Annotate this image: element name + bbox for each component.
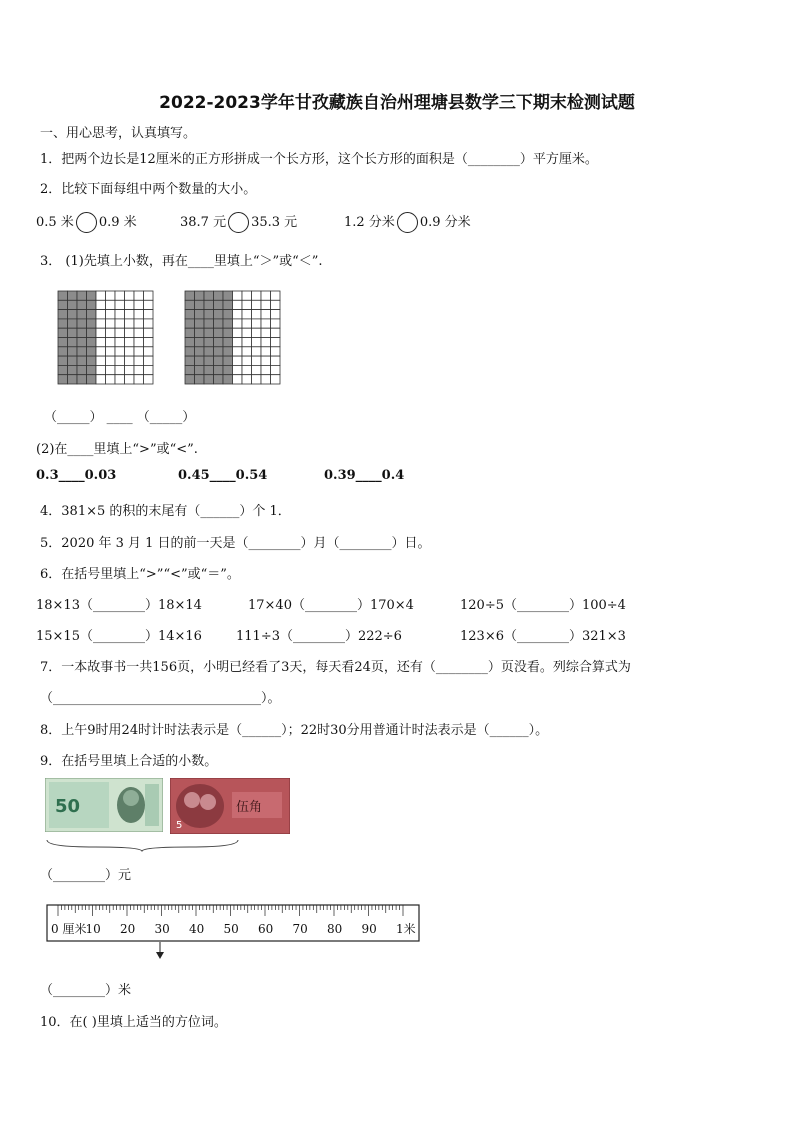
grid-cell xyxy=(195,356,205,365)
grid-cell xyxy=(242,319,252,328)
grid-cell xyxy=(58,319,68,328)
grid-cell xyxy=(134,319,144,328)
grid-cell xyxy=(68,310,78,319)
grid-cell xyxy=(125,347,135,356)
grid-cell xyxy=(96,347,106,356)
grid-cell xyxy=(195,365,205,374)
grid-cell xyxy=(106,338,116,347)
grid-cell xyxy=(185,300,195,309)
grid-cell xyxy=(58,300,68,309)
grid-cell xyxy=(115,365,125,374)
grid-cell xyxy=(271,328,281,337)
grid-cell xyxy=(87,319,97,328)
grid-cell xyxy=(58,338,68,347)
grid-cell xyxy=(185,356,195,365)
grid-cell xyxy=(58,347,68,356)
grid-cell xyxy=(214,291,224,300)
grid-cell xyxy=(115,310,125,319)
grid-cell xyxy=(87,291,97,300)
grid-cell xyxy=(125,291,135,300)
grid-cell xyxy=(223,338,233,347)
grid-cell xyxy=(242,300,252,309)
grid-cell xyxy=(106,328,116,337)
grid-cell xyxy=(106,365,116,374)
grid-cell xyxy=(115,347,125,356)
arrow-down-icon xyxy=(156,952,164,959)
grid-cell xyxy=(242,328,252,337)
q6-r2-c1: 15×15（________）14×16 xyxy=(36,629,202,644)
grid-cell xyxy=(233,300,243,309)
grid-cell xyxy=(134,347,144,356)
grid-cell xyxy=(144,291,154,300)
grid-cell xyxy=(214,347,224,356)
grid-cell xyxy=(134,365,144,374)
grid-cell xyxy=(96,291,106,300)
grid-cell xyxy=(96,319,106,328)
grid-cell xyxy=(233,338,243,347)
grid-cell xyxy=(106,300,116,309)
ruler-label: 40 xyxy=(189,922,205,936)
grid-cell xyxy=(134,375,144,384)
grid-cell xyxy=(223,347,233,356)
grid-cell xyxy=(125,365,135,374)
grid-cell xyxy=(252,328,262,337)
question-7: 7．一本故事书一共156页，小明已经看了3天，每天看24页，还有（________）页没看。列综合算式为 xyxy=(40,660,631,675)
q2-item-3 xyxy=(344,211,471,233)
grid-cell xyxy=(115,375,125,384)
grid-cell xyxy=(96,328,106,337)
ruler-label: 30 xyxy=(154,922,170,936)
grid-cell xyxy=(233,310,243,319)
grid-cell xyxy=(58,291,68,300)
question-3: 3． (1)先填上小数，再在____里填上“＞”或“＜”. xyxy=(40,254,323,269)
grid-cell xyxy=(223,310,233,319)
grid-cell xyxy=(204,300,214,309)
grid-cell xyxy=(96,375,106,384)
grid-cell xyxy=(233,375,243,384)
grid-cell xyxy=(233,365,243,374)
grid-cell xyxy=(271,375,281,384)
grid-cell xyxy=(271,365,281,374)
grid-cell xyxy=(106,356,116,365)
q6-r2-c2: 111÷3（________）222÷6 xyxy=(236,629,402,644)
grid-cell xyxy=(242,310,252,319)
grid-cell xyxy=(242,375,252,384)
q2-item-1-right: 0.9 米 xyxy=(98,215,137,230)
q9-blank-meter: （________）米 xyxy=(40,983,132,998)
grid-cell xyxy=(144,347,154,356)
grid-cell xyxy=(87,300,97,309)
grid-cell xyxy=(185,319,195,328)
grid-cell xyxy=(134,310,144,319)
grid-cell xyxy=(252,375,262,384)
question-8: 8．上午9时用24时计时法表示是（______）；22时30分用普通计时法表示是（______）。 xyxy=(40,723,549,738)
grid-cell xyxy=(87,338,97,347)
grid-cell xyxy=(271,356,281,365)
grid-cell xyxy=(125,319,135,328)
grid-cell xyxy=(106,375,116,384)
grid-cell xyxy=(252,365,262,374)
grid-cell xyxy=(77,319,87,328)
q2-item-2 xyxy=(180,211,297,233)
grid-cell xyxy=(58,328,68,337)
grid-cell xyxy=(185,338,195,347)
grid-cell xyxy=(68,375,78,384)
grid-cell xyxy=(106,291,116,300)
grid-cell xyxy=(77,310,87,319)
grid-cell xyxy=(233,356,243,365)
ruler-label: 70 xyxy=(292,922,308,936)
grid-cell xyxy=(204,365,214,374)
ruler-label: 50 xyxy=(223,922,239,936)
grid-cell xyxy=(77,338,87,347)
grid-cell xyxy=(68,328,78,337)
q2-item-3-left: 1.2 分米 xyxy=(344,215,395,230)
grid-cell xyxy=(261,319,271,328)
grid-cell xyxy=(144,300,154,309)
grid-cell xyxy=(185,328,195,337)
grid-cell xyxy=(223,291,233,300)
ruler-label: 60 xyxy=(258,922,274,936)
grid-cell xyxy=(195,375,205,384)
grid-cell xyxy=(77,365,87,374)
five-jiao-note xyxy=(170,778,290,834)
page-title: 2022-2023学年甘孜藏族自治州理塘县数学三下期末检测试题 xyxy=(159,93,635,113)
grid-cell xyxy=(223,300,233,309)
grid-cell xyxy=(96,300,106,309)
grid-cell xyxy=(77,328,87,337)
grid-cell xyxy=(144,310,154,319)
grid-cell xyxy=(68,300,78,309)
grid-cell xyxy=(87,356,97,365)
q6-r1-c3: 120÷5（________）100÷4 xyxy=(460,598,626,613)
grid-cell xyxy=(223,375,233,384)
grid-cell xyxy=(214,328,224,337)
grid-cell xyxy=(106,319,116,328)
q2-item-2-left: 38.7 元 xyxy=(180,215,227,230)
grid-cell xyxy=(252,319,262,328)
grid-cell xyxy=(195,338,205,347)
decimal-grid-2 xyxy=(184,290,281,385)
ruler-label: 80 xyxy=(327,922,343,936)
grid-cell xyxy=(223,328,233,337)
grid-cell xyxy=(134,338,144,347)
grid-cell xyxy=(58,356,68,365)
q6-r1-c2: 17×40（________）170×4 xyxy=(248,598,414,613)
grid-cell xyxy=(261,356,271,365)
grid-cell xyxy=(134,328,144,337)
grid-cell xyxy=(271,310,281,319)
grid-cell xyxy=(144,319,154,328)
grid-cell xyxy=(252,356,262,365)
grid-cell xyxy=(58,310,68,319)
grid-cell xyxy=(106,347,116,356)
question-6: 6．在括号里填上“>”“<”或“＝”。 xyxy=(40,567,240,582)
grid-cell xyxy=(77,300,87,309)
grid-cell xyxy=(58,375,68,384)
q3-part2-item-1: 0.3____0.03 xyxy=(36,468,117,483)
grid-cell xyxy=(96,338,106,347)
grid-cell xyxy=(96,356,106,365)
meter-ruler xyxy=(46,904,421,966)
grid-cell xyxy=(125,300,135,309)
grid-cell xyxy=(204,291,214,300)
section-heading: 一、用心思考，认真填写。 xyxy=(40,126,197,141)
grid-cell xyxy=(144,338,154,347)
grid-cell xyxy=(115,356,125,365)
grid-cell xyxy=(214,338,224,347)
grid-cell xyxy=(125,338,135,347)
grid-cell xyxy=(204,375,214,384)
compare-circle[interactable] xyxy=(397,212,418,233)
grid-cell xyxy=(134,291,144,300)
grid-cell xyxy=(68,291,78,300)
question-10: 10．在( )里填上适当的方位词。 xyxy=(40,1015,227,1030)
q3-blanks: （_____） ____ （_____） xyxy=(44,410,196,425)
compare-circle[interactable] xyxy=(76,212,97,233)
grid-cell xyxy=(204,310,214,319)
grid-cell xyxy=(96,365,106,374)
q6-r2-c3: 123×6（________）321×3 xyxy=(460,629,626,644)
grid-cell xyxy=(252,347,262,356)
grid-cell xyxy=(115,300,125,309)
ruler-label: 1米 xyxy=(396,922,416,936)
grid-cell xyxy=(252,300,262,309)
ruler-label: 90 xyxy=(361,922,377,936)
note1-value: 50 xyxy=(55,796,81,817)
q2-item-1-left: 0.5 米 xyxy=(36,215,74,230)
brace-icon xyxy=(45,838,240,852)
grid-cell xyxy=(233,291,243,300)
decimal-grid-1 xyxy=(57,290,154,385)
grid-cell xyxy=(261,338,271,347)
grid-cell xyxy=(68,347,78,356)
grid-cell xyxy=(144,365,154,374)
grid-cell xyxy=(185,365,195,374)
grid-cell xyxy=(242,347,252,356)
grid-cell xyxy=(271,319,281,328)
grid-cell xyxy=(242,338,252,347)
fifty-yuan-note xyxy=(45,778,163,832)
grid-cell xyxy=(214,365,224,374)
question-5: 5．2020 年 3 月 1 日的前一天是（________）月（________）日。 xyxy=(40,536,431,551)
grid-cell xyxy=(195,319,205,328)
grid-cell xyxy=(261,291,271,300)
grid-cell xyxy=(261,365,271,374)
grid-cell xyxy=(252,291,262,300)
grid-cell xyxy=(242,291,252,300)
grid-cell xyxy=(204,328,214,337)
grid-cell xyxy=(261,375,271,384)
grid-cell xyxy=(77,347,87,356)
question-7-line2: （________________________________）。 xyxy=(40,691,281,706)
question-4: 4．381×5 的积的末尾有（______）个 1． xyxy=(40,504,291,519)
q3-part2-item-3: 0.39____0.4 xyxy=(324,468,405,483)
grid-cell xyxy=(252,310,262,319)
grid-cell xyxy=(87,328,97,337)
grid-cell xyxy=(185,291,195,300)
grid-cell xyxy=(261,347,271,356)
question-9: 9．在括号里填上合适的小数。 xyxy=(40,754,218,769)
grid-cell xyxy=(204,338,214,347)
grid-cell xyxy=(195,291,205,300)
grid-cell xyxy=(77,291,87,300)
grid-cell xyxy=(223,319,233,328)
grid-cell xyxy=(204,347,214,356)
grid-cell xyxy=(233,347,243,356)
grid-cell xyxy=(68,365,78,374)
grid-cell xyxy=(204,319,214,328)
grid-cell xyxy=(204,356,214,365)
ruler-label: 20 xyxy=(120,922,136,936)
grid-cell xyxy=(144,375,154,384)
note2-value: 5 xyxy=(176,820,183,831)
grid-cell xyxy=(144,356,154,365)
question-2: 2．比较下面每组中两个数量的大小。 xyxy=(40,182,257,197)
grid-cell xyxy=(271,300,281,309)
grid-cell xyxy=(134,300,144,309)
grid-cell xyxy=(214,356,224,365)
question-1: 1．把两个边长是12厘米的正方形拼成一个长方形，这个长方形的面积是（________）平方厘米。 xyxy=(40,152,598,167)
grid-cell xyxy=(134,356,144,365)
grid-cell xyxy=(68,356,78,365)
grid-cell xyxy=(106,310,116,319)
grid-cell xyxy=(214,375,224,384)
grid-cell xyxy=(233,319,243,328)
grid-cell xyxy=(125,356,135,365)
grid-cell xyxy=(242,356,252,365)
grid-cell xyxy=(87,347,97,356)
grid-cell xyxy=(115,338,125,347)
grid-cell xyxy=(261,328,271,337)
grid-cell xyxy=(185,375,195,384)
grid-cell xyxy=(195,300,205,309)
grid-cell xyxy=(223,365,233,374)
grid-cell xyxy=(195,328,205,337)
grid-cell xyxy=(77,356,87,365)
grid-cell xyxy=(77,375,87,384)
grid-cell xyxy=(68,319,78,328)
grid-cell xyxy=(242,365,252,374)
grid-cell xyxy=(87,375,97,384)
grid-cell xyxy=(233,328,243,337)
grid-cell xyxy=(87,310,97,319)
compare-circle[interactable] xyxy=(228,212,249,233)
grid-cell xyxy=(214,300,224,309)
grid-cell xyxy=(125,328,135,337)
q3-part2-item-2: 0.45____0.54 xyxy=(178,468,268,483)
grid-cell xyxy=(125,310,135,319)
grid-cell xyxy=(271,347,281,356)
q2-item-3-right: 0.9 分米 xyxy=(419,215,471,230)
grid-cell xyxy=(185,347,195,356)
q2-item-1 xyxy=(36,211,137,233)
grid-cell xyxy=(96,310,106,319)
grid-cell xyxy=(252,338,262,347)
grid-cell xyxy=(144,328,154,337)
grid-cell xyxy=(271,291,281,300)
grid-cell xyxy=(115,291,125,300)
grid-cell xyxy=(185,310,195,319)
grid-cell xyxy=(125,375,135,384)
grid-cell xyxy=(261,300,271,309)
q2-item-2-right: 35.3 元 xyxy=(251,215,298,230)
grid-cell xyxy=(271,338,281,347)
grid-cell xyxy=(223,356,233,365)
ruler-label: 10 xyxy=(85,922,101,936)
note2-label: 伍角 xyxy=(236,800,263,815)
grid-cell xyxy=(58,365,68,374)
grid-cell xyxy=(195,310,205,319)
grid-cell xyxy=(115,328,125,337)
grid-cell xyxy=(195,347,205,356)
grid-cell xyxy=(214,310,224,319)
grid-cell xyxy=(214,319,224,328)
grid-cell xyxy=(115,319,125,328)
grid-cell xyxy=(68,338,78,347)
q3-part2: (2)在____里填上“>”或“<”. xyxy=(36,442,198,457)
grid-cell xyxy=(87,365,97,374)
ruler-label: 0 厘米 xyxy=(51,922,87,936)
q6-r1-c1: 18×13（________）18×14 xyxy=(36,598,202,613)
q9-blank-yuan: （________）元 xyxy=(40,868,132,883)
grid-cell xyxy=(261,310,271,319)
